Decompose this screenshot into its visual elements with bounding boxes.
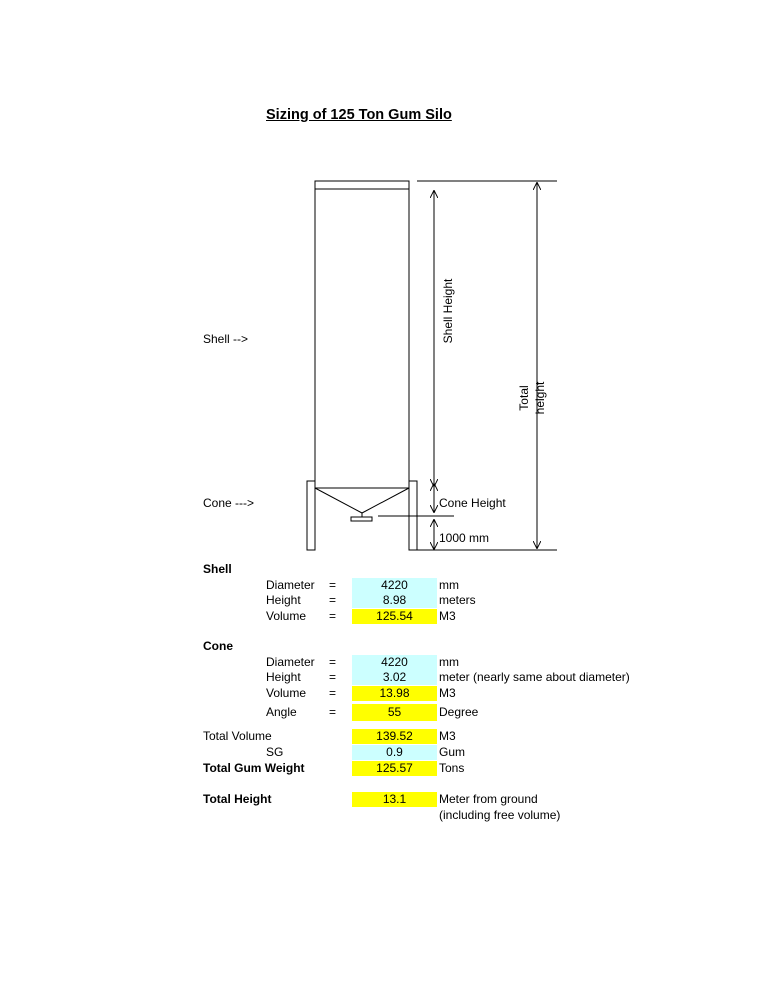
equals-sign: = <box>329 578 337 592</box>
total-height-unit: Meter from ground <box>439 792 538 806</box>
shell-pointer-label: Shell --> <box>203 332 249 346</box>
shell-volume-value: 125.54 <box>352 609 437 624</box>
page-title: Sizing of 125 Ton Gum Silo <box>266 107 452 123</box>
cone-outlet-valve <box>351 517 372 521</box>
sg-label: SG <box>266 745 284 759</box>
cone-height-label: Cone Height <box>439 496 506 510</box>
total-height-label-line2: height <box>533 381 547 415</box>
total-weight-value: 125.57 <box>352 761 437 776</box>
cone-diameter-unit: mm <box>439 655 459 669</box>
total-volume-unit: M3 <box>439 729 456 743</box>
total-volume-value: 139.52 <box>352 729 437 744</box>
equals-sign: = <box>329 609 337 623</box>
sg-value: 0.9 <box>352 745 437 760</box>
silo-cone <box>315 488 409 513</box>
shell-height-unit: meters <box>439 593 476 607</box>
equals-sign: = <box>329 705 337 719</box>
equals-sign: = <box>329 593 337 607</box>
total-height-label-line1: Total <box>517 385 531 411</box>
shell-volume-label: Volume <box>266 609 307 623</box>
shell-diameter-unit: mm <box>439 578 459 592</box>
silo-top-cap <box>315 181 409 189</box>
cone-diameter-label: Diameter <box>266 655 315 669</box>
cone-height-unit: meter (nearly same about diameter) <box>439 670 630 684</box>
cone-height-value: 3.02 <box>352 670 437 685</box>
shell-height-row-label: Height <box>266 593 301 607</box>
sg-unit: Gum <box>439 745 466 759</box>
cone-pointer-label: Cone ---> <box>203 496 255 510</box>
shell-diameter-value: 4220 <box>352 578 437 593</box>
shell-diameter-label: Diameter <box>266 578 315 592</box>
cone-heading: Cone <box>203 639 233 653</box>
shell-height-label: Shell Height <box>441 278 455 344</box>
cone-diameter-value: 4220 <box>352 655 437 670</box>
total-volume-label: Total Volume <box>203 729 272 743</box>
cone-volume-label: Volume <box>266 686 307 700</box>
equals-sign: = <box>329 655 337 669</box>
equals-sign: = <box>329 670 337 684</box>
shell-volume-unit: M3 <box>439 609 456 623</box>
cone-volume-value: 13.98 <box>352 686 437 701</box>
total-height-note: (including free volume) <box>439 808 561 822</box>
clearance-label: 1000 mm <box>439 531 490 545</box>
cone-volume-unit: M3 <box>439 686 456 700</box>
shell-heading: Shell <box>203 562 232 576</box>
silo-left-leg <box>307 481 315 550</box>
shell-height-value: 8.98 <box>352 593 437 608</box>
cone-angle-unit: Degree <box>439 705 479 719</box>
cone-angle-value: 55 <box>352 704 437 721</box>
cone-angle-label: Angle <box>266 705 297 719</box>
total-weight-unit: Tons <box>439 761 465 775</box>
cone-height-row-label: Height <box>266 670 301 684</box>
equals-sign: = <box>329 686 337 700</box>
total-height-row-label: Total Height <box>203 792 272 806</box>
total-weight-label: Total Gum Weight <box>203 761 305 775</box>
total-height-value: 13.1 <box>352 792 437 807</box>
